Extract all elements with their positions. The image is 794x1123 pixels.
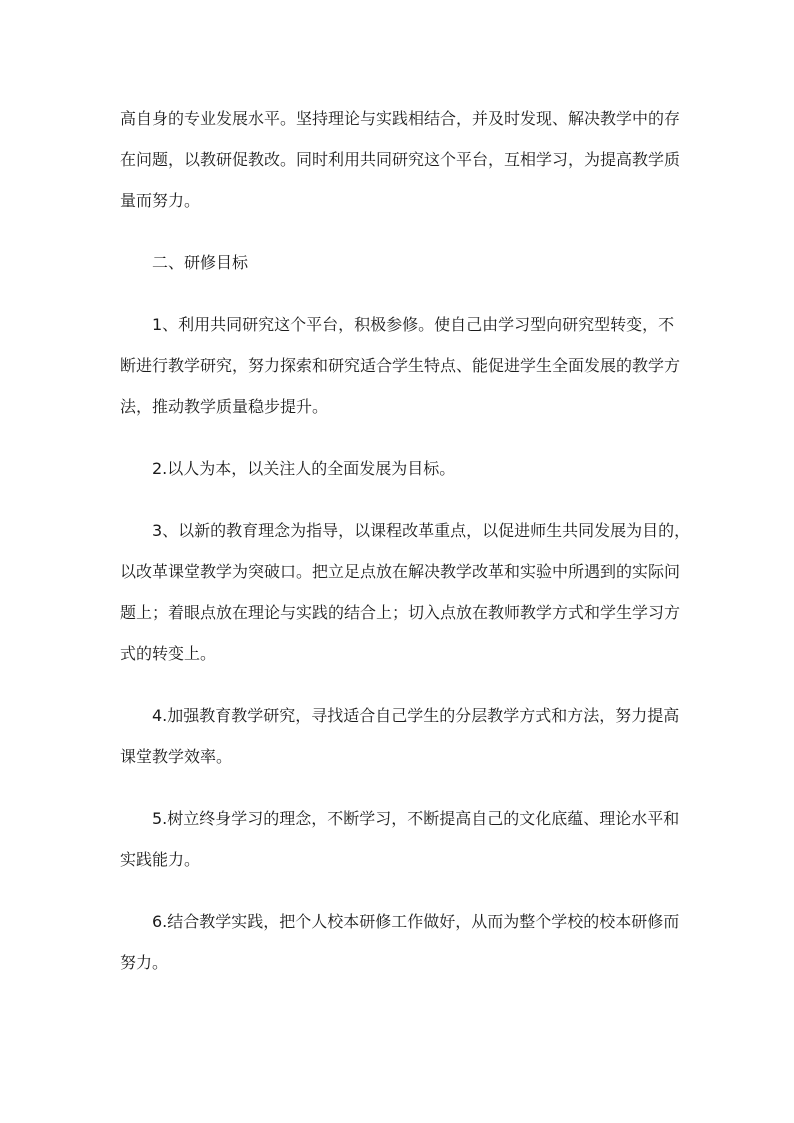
text-line: 5.树立终身学习的理念，不断学习，不断提高自己的文化底蕴、理论水平和	[152, 809, 680, 828]
goal-item-5	[120, 798, 794, 880]
text-line: 量而努力。	[120, 191, 201, 210]
goal-item-6	[120, 901, 794, 983]
text-line: 高自身的专业发展水平。坚持理论与实践相结合，并及时发现、解决教学中的存	[120, 109, 681, 128]
text-line: 6.结合教学实践，把个人校本研修工作做好，从而为整个学校的校本研修而	[152, 912, 680, 931]
goal-item-2	[120, 448, 794, 489]
text-line: 以改革课堂教学为突破口。把立足点放在解决教学改革和实验中所遇到的实际问	[120, 562, 681, 581]
text-line: 1、利用共同研究这个平台，积极参修。使自己由学习型向研究型转变，不	[152, 315, 675, 334]
text-line: 努力。	[120, 953, 169, 972]
text-line: 题上；着眼点放在理论与实践的结合上；切入点放在教师教学方式和学生学习方	[120, 603, 681, 622]
text-line: 断进行教学研究，努力探索和研究适合学生特点、能促进学生全面发展的教学方	[120, 356, 681, 375]
goal-item-3	[120, 510, 794, 674]
section-heading	[120, 242, 794, 283]
text-line: 式的转变上。	[120, 644, 217, 663]
goal-item-1	[120, 304, 794, 427]
text-line: 实践能力。	[120, 850, 201, 869]
text-line: 在问题，以教研促教改。同时利用共同研究这个平台，互相学习，为提高教学质	[120, 150, 681, 169]
text-line: 2.以人为本，以关注人的全面发展为目标。	[152, 459, 456, 478]
goal-item-4	[120, 695, 794, 777]
intro-paragraph-continuation	[120, 98, 794, 221]
text-line: 法，推动教学质量稳步提升。	[120, 397, 329, 416]
section-heading-text: 二、研修目标	[152, 253, 249, 272]
text-line: 4.加强教育教学研究，寻找适合自己学生的分层教学方式和方法，努力提高	[152, 706, 680, 725]
text-line: 课堂教学效率。	[120, 747, 233, 766]
text-line: 3、以新的教育理念为指导，以课程改革重点，以促进师生共同发展为目的，	[152, 521, 691, 540]
